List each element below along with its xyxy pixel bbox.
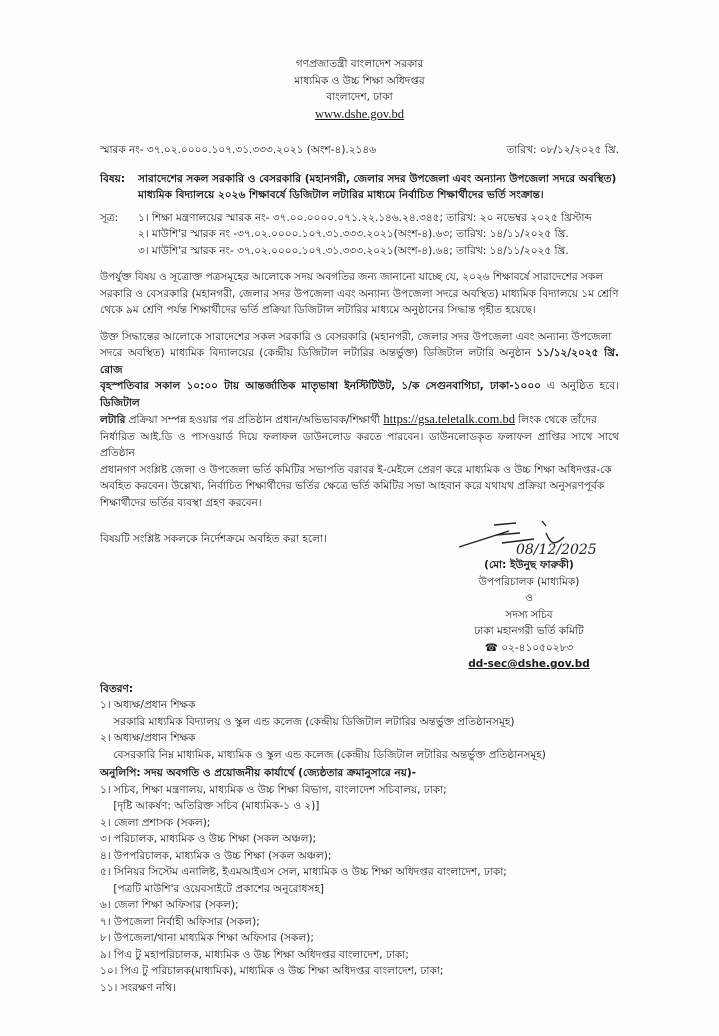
signature-block	[439, 517, 619, 673]
copy-recipient-item: [পত্রটি মাউশি'র ওয়েবসাইটে প্রকাশের অনুরোধসহ]	[100, 882, 324, 895]
distribution-list	[100, 697, 619, 763]
bold-text: ডিজিটাল	[100, 396, 140, 409]
signatory-email-link[interactable]: dd-sec@dshe.gov.bd	[468, 658, 590, 670]
signatory-role: সদস্য সচিব	[505, 608, 553, 621]
copy-recipient-item: ৯। পিএ টু মহাপরিচালক, মাধ্যমিক ও উচ্চ শিক্ষা অধিদপ্তর বাংলাদেশ, ঢাকা;	[100, 948, 409, 961]
memo-row	[100, 142, 619, 159]
copy-recipient-item: ১। সচিব, শিক্ষা মন্ত্রণালয়, মাধ্যমিক ও উচ্চ শিক্ষা বিভাগ, বাংলাদেশ সচিবালয়, ঢাকা;	[100, 783, 447, 796]
paragraph-line	[100, 411, 619, 429]
text-segment: এ অনুষ্ঠিত হবে।	[540, 380, 619, 392]
signatory-phone	[439, 640, 619, 657]
text-segment: লিংক থেকে তাঁদের	[514, 414, 597, 426]
paragraph-line	[100, 462, 619, 479]
distribution-label: বিতরণ:	[100, 682, 134, 695]
bold-text: লটারি	[100, 414, 126, 426]
memo-date: তারিখ: ০৮/১২/২০২৫ খ্রি.	[506, 144, 619, 156]
copy-recipient-item: ৪। উপপরিচালক, মাধ্যমিক ও উচ্চ শিক্ষা (সকল অঞ্চল);	[100, 849, 332, 862]
text-segment: প্রক্রিয়া সম্পন্ন হওয়ার পর প্রতিষ্ঠান প্রধান/অভিভাবক/শিক্ষার্থী	[125, 414, 384, 426]
header-location: বাংলাদেশ, ঢাকা	[326, 91, 393, 103]
reference-item: ২। মাউশি'র স্মারক নং -৩৭.০২.০০০০.১০৭.৩১.৩৩৩.২০২১(অংশ-৪).৬৩; তারিখ: ১৪/১১/২০২৫ খ্রি.	[138, 228, 569, 240]
signature-date: 08/12/2025	[516, 542, 597, 557]
text-segment: নির্ধারিত আই.ডি ও পাসওয়ার্ড দিয়ে ফলাফল ডাউনলোড করতে পারবেন। ডাউনলোডকৃত ফলাফল প্রাপ্তির সাথে সাথে প্রতিষ্ঠান	[100, 430, 619, 459]
copy-recipient-item: ৭। উপজেলা নির্বাহী অফিসার (সকল);	[100, 915, 260, 928]
distribution-item: বেসরকারি নিম্ন মাধ্যমিক, মাধ্যমিক ও স্কুল এন্ড কলেজ (কেন্দ্রীয় ডিজিটাল লটারির অন্তর্ভুক্ত প্রতিষ্ঠানসমূহ)	[100, 748, 546, 761]
subject-label: বিষয়:	[100, 172, 126, 185]
teletalk-link[interactable]: https://gsa.teletalk.com.bd	[383, 412, 515, 426]
closing-and-signature	[100, 517, 619, 673]
closing-line: বিষয়টি সংশ্লিষ্ট সকলকে নির্দেশক্রমে অবহিত করা হলো।	[100, 533, 327, 545]
bold-text: বৃহস্পতিবার সকাল ১০:০০ টায় আন্তর্জাতিক মাতৃভাষা ইনস্টিটিউট, ১/ক সেগুনবাগিচা, ঢাকা-১০০০	[100, 380, 541, 392]
text-segment: অবহিত করবেন। উল্লেখ্য, নির্বাচিত শিক্ষার্থীদের ভর্তির ক্ষেত্রে ভর্তি কমিটির সভা আহবান করে যথাযথ প্রক্রিয়া অনুসরণপূর্বক	[100, 480, 605, 492]
text-segment: সদরে অবস্থিত) মাধ্যমিক বিদ্যালয়ের (কেন্দ্রীয় ডিজিটাল লটারির অন্তর্ভুক্ত) ডিজিটাল লটারি অনুষ্ঠান	[100, 347, 537, 359]
handwritten-signature	[454, 517, 604, 557]
phone-number: ০২-৪১০৫০২৮৩	[501, 641, 574, 654]
paragraph-line	[100, 429, 619, 462]
copy-recipient-item: ৬। জেলা শিক্ষা অফিসার (সকল);	[100, 899, 239, 911]
reference-item: ১। শিক্ষা মন্ত্রণালয়ের স্মারক নং- ৩৭.০০.০০০০.০৭১.২২.১৪৬.২৪.৩৪৫; তারিখ: ২০ নভেম্বর ২০২৫ খ্রিস্টাব্দ	[138, 211, 592, 224]
text-segment: প্রধানগণ সংশ্লিষ্ট জেলা ও উপজেলা ভর্তি কমিটির সভাপতি বরাবর ই-মেইলে প্রেরণ করে মাধ্যমিক ও উচ্চ শিক্ষা অধিদপ্তর-কে	[100, 463, 612, 476]
copy-recipient-item: ১১। সংরক্ষণ নথি।	[100, 981, 176, 994]
references-row	[100, 210, 619, 260]
header-government: গণপ্রজাতন্ত্রী বাংলাদেশ সরকার	[295, 58, 424, 70]
signatory-committee: ঢাকা মহানগরী ভর্তি কমিটি	[474, 625, 584, 637]
signatory-name: (মো: ইউনুছ ফারুকী)	[484, 559, 574, 571]
paragraph-line: সরকারি ও বেসরকারি (মহানগরী, জেলার সদর উপজেলা এবং অন্যান্য উপজেলা সদরে অবস্থিত) মাধ্যমিক বিদ্যালয়ে ১ম শ্রেণি	[100, 287, 619, 300]
copies-list	[100, 782, 619, 997]
letterhead	[100, 56, 619, 122]
header-website-link[interactable]: www.dshe.gov.bd	[315, 106, 404, 121]
copy-recipient-item: ১০। পিএ টু পরিচালক(মাধ্যমিক), মাধ্যমিক ও উচ্চ শিক্ষা অধিদপ্তর বাংলাদেশ, ঢাকা;	[100, 965, 444, 977]
text-segment: শিক্ষার্থীদের ভর্তির ব্যবস্থা গ্রহণ করবেন।	[100, 496, 262, 509]
paragraph-line: উপর্যুক্ত বিষয় ও সূত্রোক্ত পত্রসমূহের আলোকে সদয় অবগতির জন্য জানানো যাচ্ছে যে, ২০২৬ শিক্ষাবর্ষে সারাদেশের সকল	[100, 271, 604, 283]
reference-item: ৩। মাউশি'র স্মারক নং- ৩৭.০২.০০০০.১০৭.৩১.৩৩৩.২০২১(অংশ-৪).৬৪; তারিখ: ১৪/১১/২০২৫ খ্রি.	[138, 244, 569, 257]
distribution-item: সরকারি মাধ্যমিক বিদ্যালয় ও স্কুল এন্ড কলেজ (কেন্দ্রীয় ডিজিটাল লটারির অন্তর্ভুক্ত প্রতিষ্ঠানসমূহ)	[100, 715, 515, 728]
paragraph-line	[100, 329, 619, 346]
copy-recipient-item: ৮। উপজেলা/থানা মাধ্যমিক শিক্ষা অফিসার (সকল);	[100, 932, 314, 944]
distribution-item: ১। অধ্যক্ষ/প্রধান শিক্ষক	[100, 699, 196, 711]
copy-recipient-item: ৫। সিনিয়র সিস্টেম এনালিষ্ট, ইএমআইএস সেল, মাধ্যমিক ও উচ্চ শিক্ষা অধিদপ্তর বাংলাদেশ, ঢাকা;	[100, 866, 507, 878]
copy-recipient-item: [দৃষ্টি আকর্ষণ: অতিরিক্ত সচিব (মাধ্যমিক-১ ও ২)]	[100, 800, 320, 812]
subject-line: মাধ্যমিক বিদ্যালয়ে ২০২৬ শিক্ষাবর্ষে ডিজিটাল লটারির মাধ্যমে নির্বাচিত শিক্ষার্থীদের ভর্তি সংক্রান্ত।	[138, 189, 544, 201]
copies-label: অনুলিপি: সদয় অবগতি ও প্রয়োজনীয় কার্যার্থে (জ্যেষ্ঠতার ক্রমানুসারে নয়)-	[100, 767, 417, 779]
paragraph-line	[100, 495, 619, 512]
copy-recipient-item: ৩। পরিচালক, মাধ্যমিক ও উচ্চ শিক্ষা (সকল অঞ্চল);	[100, 833, 317, 845]
distribution-item: ২। অধ্যক্ষ/প্রধান শিক্ষক	[100, 732, 196, 744]
telephone-icon: ☎	[484, 641, 498, 654]
paragraph-1	[100, 269, 619, 319]
copy-recipient-item: ২। জেলা প্রশাসক (সকল);	[100, 816, 211, 829]
subject-row	[100, 171, 619, 204]
paragraph-line	[100, 378, 619, 411]
subject-line: সারাদেশের সকল সরকারি ও বেসরকারি (মহানগরী, জেলার সদর উপজেলা এবং অন্যান্য উপজেলা সদরে অবস্থিত)	[138, 172, 617, 185]
paragraph-line: থেকে ৯ম শ্রেণি পর্যন্ত শিক্ষার্থীদের ভর্তি প্রক্রিয়া ডিজিটাল লটারির মাধ্যমে অনুষ্ঠানের সিদ্ধান্ত গৃহীত হয়েছে।	[100, 304, 536, 316]
signatory-conjunction: ও	[525, 592, 533, 604]
memo-number: স্মারক নং- ৩৭.০২.০০০০.১০৭.৩১.৩৩৩.২০২১ (অংশ-৪).২১৪৬	[100, 144, 377, 156]
header-department: মাধ্যমিক ও উচ্চ শিক্ষা অধিদপ্তর	[294, 74, 425, 87]
bold-text: ১১/১২/২০২৫ খ্রি. রোজ	[100, 347, 619, 376]
paragraph-2	[100, 329, 619, 512]
signatory-designation: উপপরিচালক (মাধ্যমিক)	[478, 575, 580, 588]
references-label: সূত্র:	[100, 211, 119, 224]
paragraph-line	[100, 345, 619, 378]
paragraph-line	[100, 478, 619, 495]
text-segment: উক্ত সিদ্ধান্তের আলোকে সারাদেশের সকল সরকারি ও বেসরকারি (মহানগরী, জেলার সদর উপজেলা এবং অন্যান্য উপজেলা	[100, 330, 612, 343]
